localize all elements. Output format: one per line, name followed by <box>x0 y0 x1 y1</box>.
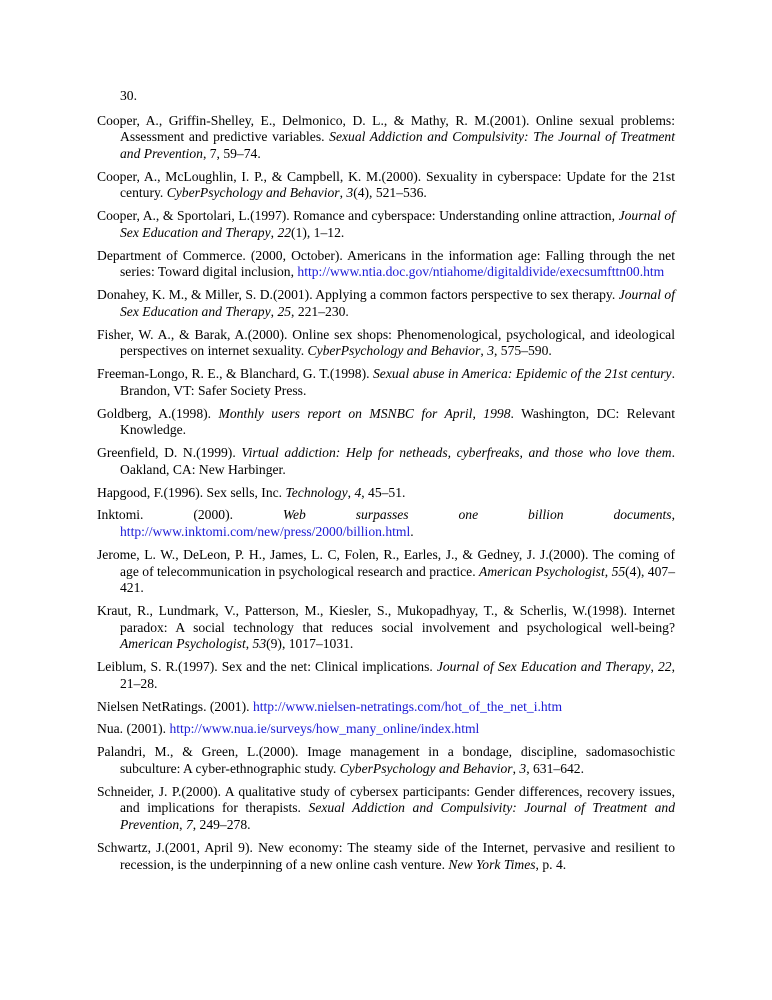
reference-url-link[interactable]: http://www.ntia.doc.gov/ntiahome/digitaldivide/execsumfttn00.htm <box>297 264 665 280</box>
reference-text: Nielsen NetRatings. (2001). <box>97 698 253 714</box>
reference-text: . Washington, DC: Relevant Knowledge. <box>120 405 675 438</box>
reference-entry <box>97 445 675 478</box>
reference-italic-text: 25 <box>277 303 292 319</box>
reference-italic-text: American Psychologist <box>120 636 246 652</box>
reference-text: Donahey, K. M., & Miller, S. D.(2001). Applying a common factors perspective to sex therapy. <box>97 287 619 303</box>
references-container <box>97 113 675 874</box>
reference-text: , <box>270 303 278 319</box>
reference-text: , 249–278. <box>192 817 251 833</box>
reference-italic-text: 7 <box>185 817 193 833</box>
reference-entry <box>97 327 675 360</box>
reference-italic-text: Journal of Sex Education and Therapy <box>436 659 651 675</box>
reference-italic-text: Technology <box>285 484 348 500</box>
reference-italic-text: 22 <box>658 659 672 675</box>
reference-text: Leiblum, S. R.(1997). Sex and the net: Clinical implications. <box>97 659 437 675</box>
reference-text: Nua. (2001). <box>97 721 170 737</box>
reference-italic-text: Sexual Addiction and Compulsivity: Journal of Treatment and Prevention <box>120 800 676 833</box>
reference-url-link[interactable]: http://www.nua.ie/surveys/how_many_online/index.html <box>169 721 480 737</box>
reference-text: Jerome, L. W., DeLeon, P. H., James, L. C, Folen, R., Earles, J., & Gedney, J. J.(2000). The coming of age of telecommunication in psychological research and practice. <box>97 546 675 579</box>
reference-text: , 21–28. <box>120 659 675 691</box>
reference-text: , 7, 59–74. <box>202 145 261 161</box>
reference-text: Cooper, A., Griffin-Shelley, E., Delmonico, D. L., & Mathy, R. M.(2001). Online sexual problems: Assessment and predictive variables. <box>97 112 675 145</box>
reference-entry <box>97 784 675 834</box>
reference-text: , <box>512 760 520 776</box>
reference-italic-text: 55 <box>611 563 626 579</box>
reference-italic-text: 4 <box>354 484 362 500</box>
reference-entry <box>97 659 675 692</box>
reference-text: Cooper, A., McLoughlin, I. P., & Campbell, K. M.(2000). Sexuality in cyberspace: Update for the 21st century. <box>97 168 675 201</box>
reference-text: (4), 521–536. <box>353 185 427 201</box>
reference-text: , <box>347 484 355 500</box>
reference-italic-text: Journal of Sex Education and Therapy <box>120 208 675 240</box>
reference-text: , p. 4. <box>535 856 567 872</box>
reference-text: , <box>671 507 675 523</box>
reference-text: , 631–642. <box>526 760 584 776</box>
reference-entry <box>97 208 675 241</box>
reference-text: Kraut, R., Lundmark, V., Patterson, M., Kiesler, S., Mukopadhyay, T., & Scherlis, W.(1998). Internet paradox: A social technology that reduces social involvement and psychological well-being? <box>97 603 675 635</box>
reference-entry <box>97 366 675 399</box>
reference-italic-text: Virtual addiction: Help for netheads, cyberfreaks, and those who love them <box>241 445 672 461</box>
reference-entry <box>97 113 675 163</box>
reference-text: Freeman-Longo, R. E., & Blanchard, G. T.(1998). <box>97 366 373 382</box>
reference-entry <box>97 721 675 738</box>
reference-text: Fisher, W. A., & Barak, A.(2000). Online sex shops: Phenomenological, psychological, and ideological perspectives on internet sexuality. <box>97 326 675 359</box>
reference-url-link[interactable]: http://www.inktomi.com/new/press/2000/billion.html <box>120 524 411 540</box>
reference-text: Department of Commerce. (2000, October). Americans in the information age: Falling through the net series: Toward digital inclusion, <box>97 247 675 280</box>
reference-italic-text: 3 <box>346 185 354 201</box>
reference-entry <box>97 603 675 653</box>
reference-text: , <box>480 343 488 359</box>
reference-entry <box>97 248 675 281</box>
reference-text: Schwartz, J.(2001, April 9). New economy: The steamy side of the Internet, pervasive and resilient to recession, is the underpinning of a new online cash venture. <box>97 839 675 872</box>
reference-text: , <box>339 185 347 201</box>
reference-entry <box>97 840 675 873</box>
reference-entry <box>97 169 675 202</box>
reference-text: Hapgood, F.(1996). Sex sells, Inc. <box>97 484 286 500</box>
reference-text: Greenfield, D. N.(1999). <box>97 445 242 461</box>
reference-italic-text: Sexual abuse in America: Epidemic of the 21st century <box>373 366 672 382</box>
reference-italic-text: Web surpasses one billion documents <box>282 507 672 523</box>
reference-entry <box>97 406 675 439</box>
reference-text: Palandri, M., & Green, L.(2000). Image management in a bondage, discipline, sadomasochistic subculture: A cyber-ethnographic study. <box>97 744 675 776</box>
reference-italic-text: 3 <box>487 343 494 359</box>
reference-entry <box>97 547 675 597</box>
reference-entry <box>97 744 675 777</box>
reference-italic-text: 22 <box>277 224 292 240</box>
reference-italic-text: 53 <box>252 636 267 652</box>
reference-text: Inktomi. (2000). <box>97 507 283 523</box>
reference-text: , <box>270 224 278 240</box>
reference-text: , 45–51. <box>361 484 406 500</box>
reference-text: , <box>245 636 253 652</box>
reference-italic-text: 3 <box>519 760 527 776</box>
reference-text: . Brandon, VT: Safer Society Press. <box>120 366 675 398</box>
reference-continuation: 30. <box>120 88 137 103</box>
reference-text: , <box>604 563 612 579</box>
reference-italic-text: New York Times <box>448 856 536 872</box>
reference-text: Goldberg, A.(1998). <box>97 405 219 421</box>
reference-text: (4), 407–421. <box>120 563 675 596</box>
reference-entry <box>97 485 675 502</box>
reference-italic-text: American Psychologist <box>479 563 605 579</box>
reference-text: . <box>410 524 414 540</box>
reference-text: Cooper, A., & Sportolari, L.(1997). Romance and cyberspace: Understanding online attraction, <box>97 208 619 224</box>
reference-italic-text: CyberPsychology and Behavior <box>166 185 340 201</box>
reference-text: , <box>179 817 186 833</box>
reference-entry <box>97 287 675 320</box>
reference-text: , 575–590. <box>494 343 552 359</box>
reference-italic-text: Journal of Sex Education and Therapy <box>120 287 675 319</box>
reference-text: (9), 1017–1031. <box>266 636 354 652</box>
reference-url-link[interactable]: http://www.nielsen-netratings.com/hot_of_the_net_i.htm <box>252 698 563 714</box>
reference-text: , <box>650 659 658 675</box>
reference-text: Schneider, J. P.(2000). A qualitative study of cybersex participants: Gender differences, recovery issues, and implications for therapists. <box>97 783 675 816</box>
reference-italic-text: Sexual Addiction and Compulsivity: The Journal of Treatment and Prevention <box>120 129 675 161</box>
reference-list <box>97 88 675 879</box>
reference-italic-text: Monthly users report on MSNBC for April, 1998 <box>218 405 511 421</box>
reference-entry <box>97 699 675 716</box>
reference-text: (1), 1–12. <box>291 224 345 240</box>
reference-italic-text: CyberPsychology and Behavior <box>339 760 513 776</box>
reference-entry <box>97 507 675 540</box>
reference-italic-text: CyberPsychology and Behavior <box>307 343 481 359</box>
reference-text: , 221–230. <box>291 303 349 319</box>
reference-text: . Oakland, CA: New Harbinger. <box>120 445 675 477</box>
